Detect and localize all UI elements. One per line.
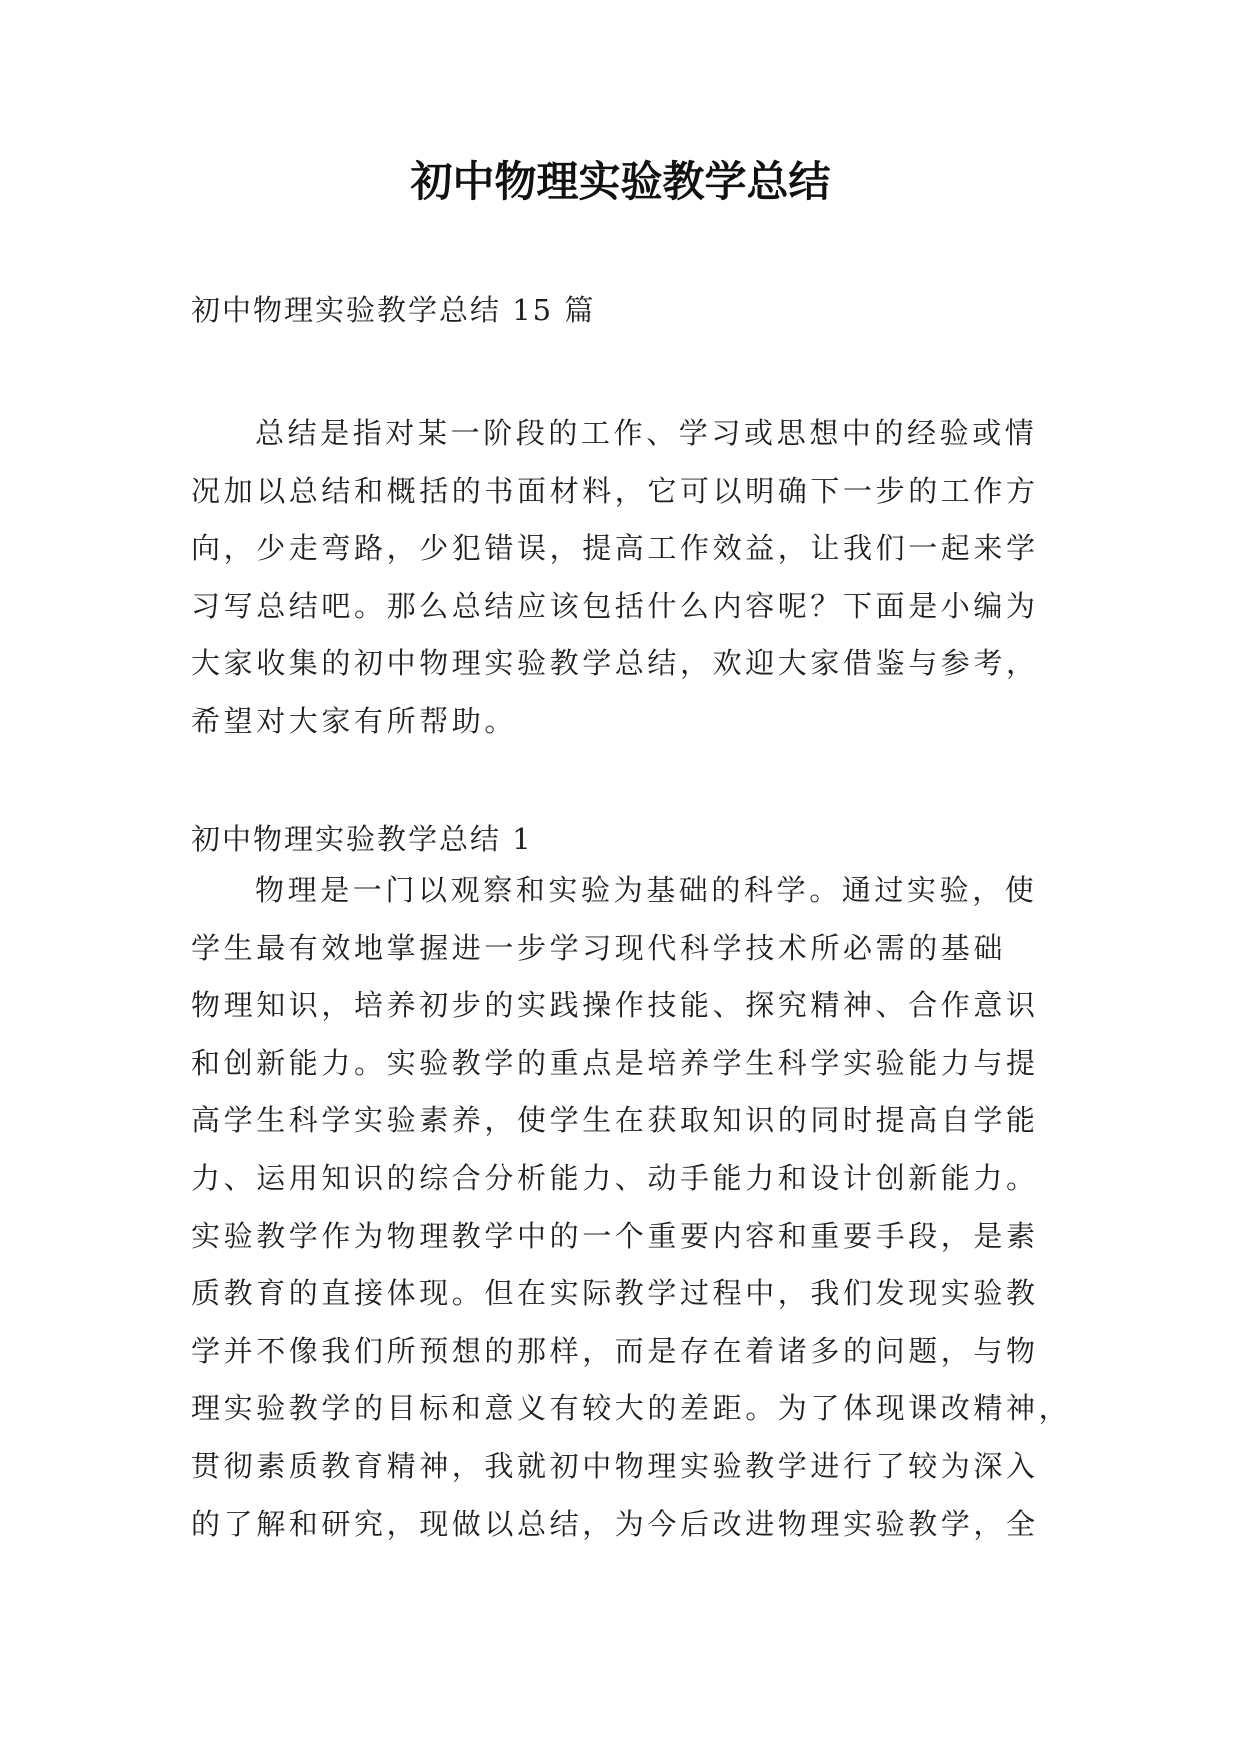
section1-paragraph [191,862,1072,1553]
section-heading: 初中物理实验教学总结 1 [191,822,533,856]
body-line: 高学生科学实验素养，使学生在获取知识的同时提高自学能 [191,1103,1039,1138]
intro-line: 大家收集的初中物理实验教学总结，欢迎大家借鉴与参考， [191,646,1039,681]
body-line: 力、运用知识的综合分析能力、动手能力和设计创新能力。 [191,1160,1039,1195]
body-line: 实验教学作为物理教学中的一个重要内容和重要手段，是素 [191,1218,1039,1253]
body-line: 物理知识，培养初步的实践操作技能、探究精神、合作意识 [191,988,1039,1023]
body-line: 理实验教学的目标和意义有较大的差距。为了体现课改精神， [191,1391,1072,1426]
body-line: 质教育的直接体现。但在实际教学过程中，我们发现实验教 [191,1276,1039,1311]
intro-line: 总结是指对某一阶段的工作、学习或思想中的经验或情 [255,416,1038,450]
body-line: 和创新能力。实验教学的重点是培养学生科学实验能力与提 [191,1045,1039,1080]
document-title: 初中物理实验教学总结 [410,157,831,206]
body-line: 物理是一门以观察和实验为基础的科学。通过实验，使 [255,873,1038,907]
document-subtitle: 初中物理实验教学总结 15 篇 [191,293,596,327]
intro-line: 希望对大家有所帮助。 [191,703,518,738]
body-line: 学生最有效地掌握进一步学习现代科学技术所必需的基础 [191,930,1007,965]
body-line: 学并不像我们所预想的那样，而是存在着诸多的问题，与物 [191,1333,1039,1368]
intro-paragraph [191,405,1057,751]
body-line: 贯彻素质教育精神，我就初中物理实验教学进行了较为深入 [191,1448,1039,1483]
intro-line: 习写总结吧。那么总结应该包括什么内容呢？下面是小编为 [191,588,1039,623]
body-line: 的了解和研究，现做以总结，为今后改进物理实验教学，全 [191,1506,1039,1541]
intro-line: 向，少走弯路，少犯错误，提高工作效益，让我们一起来学 [191,531,1039,566]
intro-line: 况加以总结和概括的书面材料，它可以明确下一步的工作方 [191,473,1039,508]
